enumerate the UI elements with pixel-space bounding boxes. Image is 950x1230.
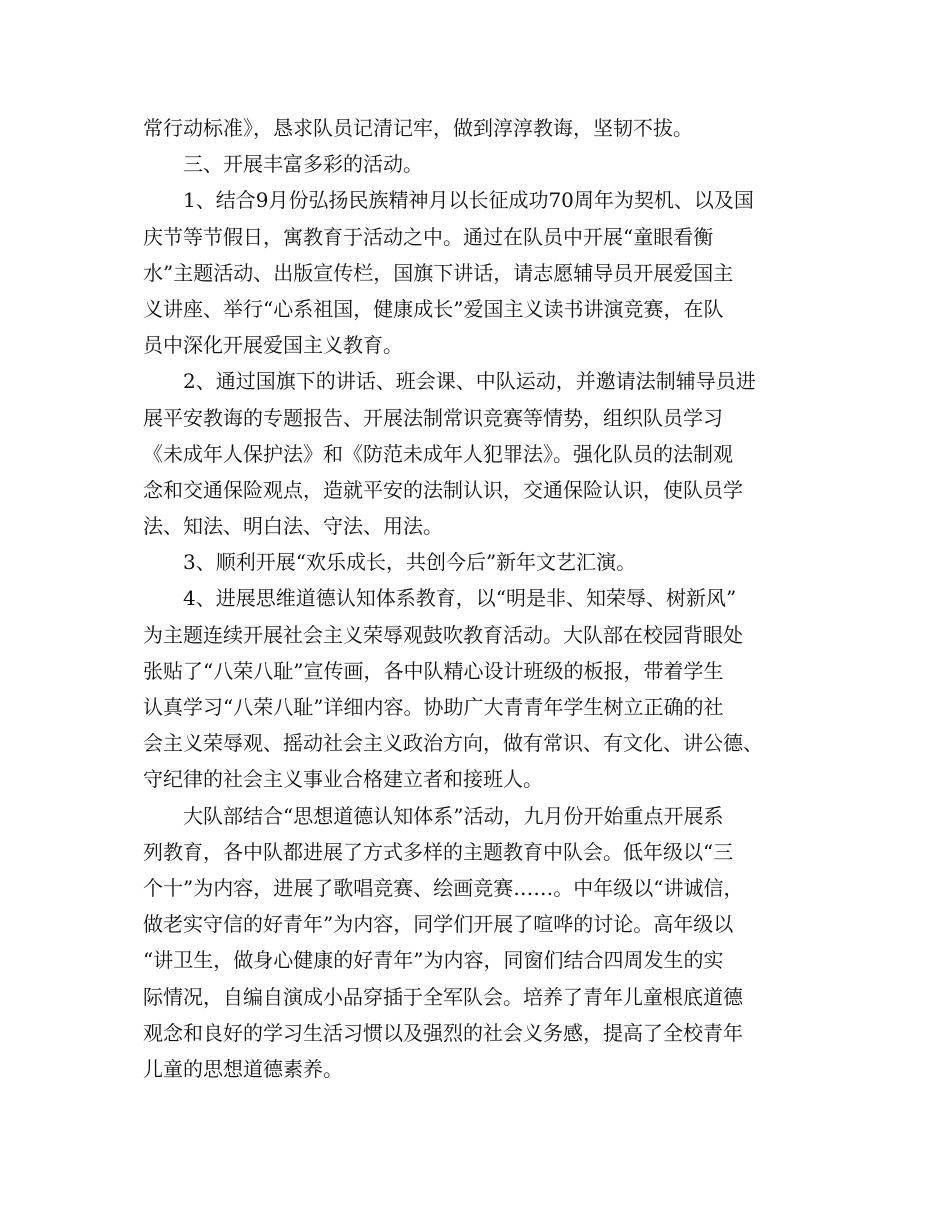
text-line: 1、结合9月份弘扬民族精神月以长征成功70周年为契机、以及国 [183, 188, 754, 213]
text-line: 常行动标准》，恳求队员记清记牢，做到淳淳教诲，坚韧不拔。 [143, 116, 693, 140]
text-line: 庆节等节假日，寓教育于活动之中。通过在队员中开展“童眼看衡 [143, 224, 714, 249]
text-line: 三、开展丰富多彩的活动。 [183, 152, 423, 177]
text-line: 展平安教诲的专题报告、开展法制常识竞赛等情势，组织队员学习 [143, 405, 723, 430]
text-line: 做老实守信的好青年”为内容，同学们开展了喧哗的讨论。高年级以 [143, 912, 734, 937]
text-line: 水”主题活动、出版宣传栏，国旗下讲话，请志愿辅导员开展爱国主 [143, 260, 734, 285]
text-line: 为主题连续开展社会主义荣辱观鼓吹教育活动。大队部在校园背眼处 [143, 622, 743, 647]
text-line: 员中深化开展爱国主义教育。 [143, 333, 403, 358]
text-line: 念和交通保险观点，造就平安的法制认识，交通保险认识，使队员学 [143, 477, 743, 502]
text-line: 3、顺利开展“欢乐成长，共创今后”新年文艺汇演。 [183, 550, 637, 575]
text-line: 际情况，自编自演成小品穿插于全军队会。培养了青年儿童根底道德 [143, 984, 743, 1009]
text-line: “讲卫生，做身心健康的好青年”为内容，同窗们结合四周发生的实 [143, 948, 724, 973]
text-line: 《未成年人保护法》和《防范未成年人犯罪法》。强化队员的法制观 [143, 441, 733, 466]
text-line: 会主义荣辱观、摇动社会主义政治方向，做有常识、有文化、讲公德、 [143, 731, 763, 756]
text-line: 个十”为内容，进展了歌唱竞赛、绘画竞赛……。中年级以“讲诚信， [143, 875, 744, 900]
text-line: 守纪律的社会主义事业合格建立者和接班人。 [143, 767, 543, 792]
text-line: 观念和良好的学习生活习惯以及强烈的社会义务感，提高了全校青年 [143, 1020, 743, 1045]
document-body [143, 110, 823, 1087]
text-line: 法、知法、明白法、守法、用法。 [143, 514, 443, 539]
text-line: 2、通过国旗下的讲话、班会课、中队运动，并邀请法制辅导员进 [183, 369, 756, 394]
text-line: 张贴了“八荣八耻”宣传画，各中队精心设计班级的板报，带着学生 [143, 658, 724, 683]
text-line: 大队部结合“思想道德认知体系”活动，九月份开始重点开展系 [183, 803, 724, 828]
text-line: 认真学习“八荣八耻”详细内容。协助广大青青年学生树立正确的社 [143, 695, 724, 719]
text-line: 义讲座、举行“心系祖国，健康成长”爱国主义读书讲演竞赛，在队 [143, 296, 724, 321]
text-line: 4、进展思维道德认知体系教育，以“明是非、知荣辱、树新风” [183, 586, 737, 611]
text-line: 列教育，各中队都进展了方式多样的主题教育中队会。低年级以“三 [143, 839, 734, 864]
text-line: 儿童的思想道德素养。 [143, 1056, 343, 1081]
